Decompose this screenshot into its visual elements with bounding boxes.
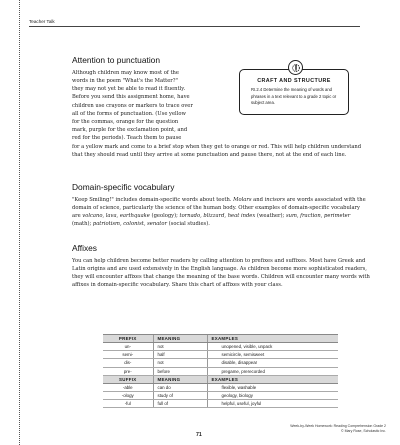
affix-cell: -ology: [103, 391, 153, 399]
affix-table: [103, 334, 338, 408]
vocab-term: sum, fraction, perimeter: [285, 213, 351, 220]
column-header: MEANING: [153, 335, 207, 343]
vocab-term: tornado, blizzard, heat index: [179, 213, 256, 220]
examples-cell: flexible, washable: [207, 383, 338, 391]
craft-box-title: CRAFT AND STRUCTURE: [257, 78, 331, 84]
affix-cell: pre-: [103, 367, 153, 375]
page-number: 71: [196, 432, 202, 438]
meaning-cell: can do: [153, 383, 207, 391]
punctuation-continuation: for a yellow mark and come to a brief stop when they get to orange or red. This will help children understand that they should read until they arrive at some punctuation and pause there, not at the end of each line.: [72, 143, 362, 158]
meaning-cell: study of: [153, 391, 207, 399]
table-row: [103, 383, 338, 391]
examples-cell: unopened, visible, unpack: [207, 343, 338, 351]
vocab-term: volcano, lava, earthquake: [82, 213, 150, 220]
text-line: Before you send this assignment home, have: [72, 94, 190, 101]
craft-structure-box: [239, 69, 349, 115]
table-row: [103, 359, 338, 367]
vocab-text: (weather);: [255, 213, 286, 220]
punctuation-lines: [72, 69, 245, 143]
vocab-term: Molars: [233, 196, 252, 203]
credit-title: Week-by-Week Homework: Reading Comprehension Grade 2: [290, 424, 386, 428]
credit-copyright: © Mary Rose, Scholastic Inc.: [341, 429, 386, 434]
text-line: words in the poem "What's the Matter?": [72, 77, 178, 84]
gear-pencil-icon: [288, 60, 303, 75]
text-line: they may not yet be able to read it fluently.: [72, 86, 186, 93]
text-line: red for the periods). Teach them to pause: [72, 135, 182, 142]
vocab-intro: "Keep Smiling!" includes domain-specific words about teeth.: [72, 196, 232, 203]
craft-box-standard: RI.2.4 Determine the meaning of words and phrases in a text relevant to a grade 2 topic or subject area.: [251, 87, 337, 105]
examples-cell: semicircle, semisweet: [207, 351, 338, 359]
vocab-term: patriotism, colonist, senator: [92, 221, 167, 228]
table-row: [103, 367, 338, 375]
column-header: SUFFIX: [103, 375, 153, 383]
text-line: mark, purple for the exclamation point, and: [72, 127, 188, 134]
meaning-cell: before: [153, 367, 207, 375]
vocab-text: (math);: [72, 221, 93, 228]
vocab-term: incisors: [264, 196, 286, 203]
affixes-paragraph: You can help children become better readers by calling attention to prefixes and suffixes. Most have Greek and Latin origins and are used extensively in the English language. As children become more sophisticated readers, they will encounter affixes that change the meaning of the base words. Children will encounter many words with affixes in domain-specific vocabulary. Share this chart of affixes with your class.: [72, 257, 370, 289]
meaning-cell: not: [153, 359, 207, 367]
meaning-cell: half: [153, 351, 207, 359]
header-label: Teacher Talk: [29, 19, 55, 24]
heading-vocabulary: Domain-specific vocabulary: [72, 182, 175, 192]
vocab-text: are words associated with the domain of science, particularly the science of the human body. Other examples of domain-specific vocabulary are: [72, 196, 366, 220]
vocab-text: (geology);: [149, 213, 180, 220]
text-line: all of the forms of punctuation. (Use yellow: [72, 110, 186, 117]
text-line: for the commas, orange for the question: [72, 118, 179, 125]
table-row: [103, 343, 338, 351]
meaning-cell: not: [153, 343, 207, 351]
vocab-text: and: [251, 196, 265, 203]
column-header: EXAMPLES: [207, 335, 338, 343]
affix-cell: dis-: [103, 359, 153, 367]
examples-cell: geology, biology: [207, 391, 338, 399]
column-header: EXAMPLES: [207, 375, 338, 383]
affix-cell: -able: [103, 383, 153, 391]
text-line: children use crayons or markers to trace over: [72, 102, 193, 109]
affix-cell: -ful: [103, 400, 153, 408]
heading-punctuation: Attention to punctuation: [72, 55, 161, 65]
section-affixes: [72, 244, 370, 290]
dotted-margin-rule: [19, 0, 20, 445]
text-line: Although children may know most of the: [72, 69, 179, 76]
examples-cell: pregame, prerecorded: [207, 367, 338, 375]
examples-cell: disable, disappear: [207, 359, 338, 367]
table-row: [103, 391, 338, 399]
examples-cell: helpful, useful, joyful: [207, 400, 338, 408]
section-vocabulary: [72, 183, 370, 229]
table-row: [103, 351, 338, 359]
meaning-cell: full of: [153, 400, 207, 408]
credit-line: [286, 424, 386, 435]
table-header-row: [103, 335, 338, 343]
affix-cell: un-: [103, 343, 153, 351]
affix-cell: semi-: [103, 351, 153, 359]
header-rule: [29, 26, 360, 27]
column-header: MEANING: [153, 375, 207, 383]
vocabulary-paragraph: [72, 196, 370, 229]
heading-affixes: Affixes: [72, 243, 97, 253]
table-header-row: [103, 375, 338, 383]
vocab-text: (social studies).: [166, 221, 210, 228]
column-header: PREFIX: [103, 335, 153, 343]
table-row: [103, 400, 338, 408]
